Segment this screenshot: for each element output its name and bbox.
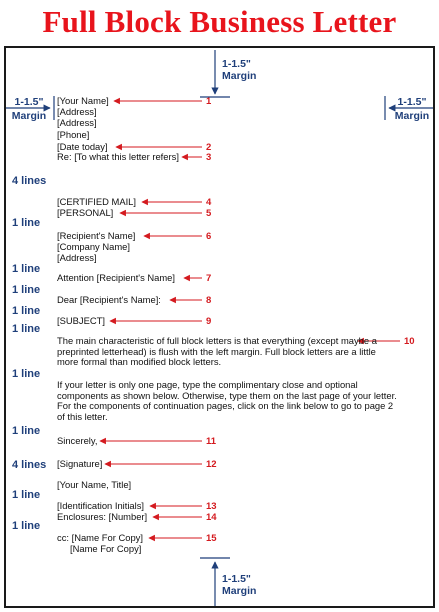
recipient-company: [Company Name] <box>57 241 130 252</box>
complimentary-close: Sincerely, <box>57 435 98 446</box>
left-margin-word: Margin <box>11 110 47 122</box>
spacing-label: 1 line <box>12 425 41 437</box>
letter-date: [Date today] <box>57 141 108 152</box>
spacing-label: 1 line <box>12 263 41 275</box>
top-margin-label <box>222 58 256 82</box>
cc-line-continued: [Name For Copy] <box>70 543 142 554</box>
sender-address-line: [Address] <box>57 106 97 117</box>
recipient-address: [Address] <box>57 252 97 263</box>
sender-phone: [Phone] <box>57 129 90 140</box>
marker-number: 10 <box>404 336 415 347</box>
spacing-label: 1 line <box>12 284 41 296</box>
marker-number: 9 <box>206 316 212 327</box>
name-and-title: [Your Name, Title] <box>57 479 132 490</box>
marker-number: 8 <box>206 295 212 306</box>
spacing-label: 4 lines <box>12 175 47 187</box>
left-margin-size: 1-1.5" <box>14 96 44 108</box>
marker-number: 3 <box>206 152 212 163</box>
spacing-label: 1 line <box>12 368 41 380</box>
spacing-label: 1 line <box>12 217 41 229</box>
subject-line: [SUBJECT] <box>57 315 105 326</box>
identification-initials: [Identification Initials] <box>57 500 145 511</box>
bottom-margin-label <box>222 573 256 597</box>
recipient-name: [Recipient's Name] <box>57 230 136 241</box>
cc-line: cc: [Name For Copy] <box>57 532 143 543</box>
page-title: Full Block Business Letter <box>42 4 397 39</box>
signature-line: [Signature] <box>57 458 103 469</box>
spacing-label: 1 line <box>12 520 41 532</box>
marker-number: 11 <box>206 436 217 447</box>
marker-number: 15 <box>206 533 217 544</box>
marker-number: 4 <box>206 197 212 208</box>
right-margin-label <box>391 96 433 122</box>
salutation: Dear [Recipient's Name]: <box>57 294 161 305</box>
right-margin-size: 1-1.5" <box>397 96 427 108</box>
marker-number: 14 <box>206 512 217 523</box>
spacing-label: 1 line <box>12 305 41 317</box>
marker-number: 6 <box>206 231 212 242</box>
reference-line: Re: [To what this letter refers] <box>57 151 179 162</box>
enclosures-line: Enclosures: [Number] <box>57 511 148 522</box>
top-margin-size: 1-1.5" <box>222 58 251 70</box>
spacing-label: 4 lines <box>12 459 47 471</box>
marker-number: 1 <box>206 96 212 107</box>
spacing-label: 1 line <box>12 323 41 335</box>
left-margin-label <box>8 96 50 122</box>
personal-notation: [PERSONAL] <box>57 207 114 218</box>
marker-number: 5 <box>206 208 212 219</box>
marker-number: 7 <box>206 273 212 284</box>
spacing-label: 1 line <box>12 489 41 501</box>
bottom-margin-word: Margin <box>222 585 257 597</box>
attention-line: Attention [Recipient's Name] <box>57 272 175 283</box>
top-margin-word: Margin <box>222 70 257 82</box>
marker-number: 2 <box>206 142 212 153</box>
body-paragraph-1: The main characteristic of full block letters is that everything (except maybe a preprinted letterhead) is flush with the left margin. Full block letters are a little more formal than modified block letters. <box>57 335 377 367</box>
sender-name: [Your Name] <box>57 95 109 106</box>
right-margin-word: Margin <box>394 110 430 122</box>
bottom-margin-size: 1-1.5" <box>222 573 251 585</box>
body-paragraph-2: If your letter is only one page, type the complimentary close and optional components as shown below. Otherwise, type them on the last page of your letter. For the components of continuation pages, click on the link below to go to page 2 of this letter. <box>57 379 397 422</box>
marker-number: 12 <box>206 459 217 470</box>
sender-address-line: [Address] <box>57 117 97 128</box>
certified-mail-notation: [CERTIFIED MAIL] <box>57 196 137 207</box>
marker-number: 13 <box>206 501 217 512</box>
